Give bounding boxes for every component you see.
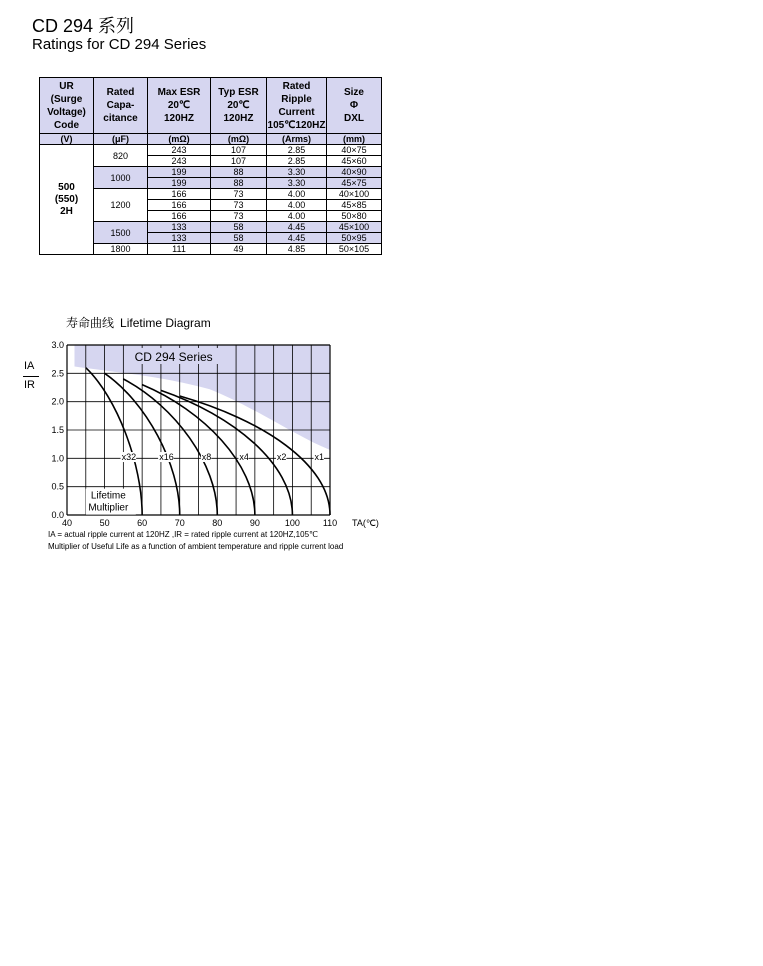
value-cell: 40×75	[327, 145, 382, 156]
value-cell: 4.85	[267, 244, 327, 255]
value-cell: 45×85	[327, 200, 382, 211]
note-multiplier: Multiplier of Useful Life as a function of ambient temperature and ripple current load	[48, 542, 344, 551]
value-cell: 50×80	[327, 211, 382, 222]
value-cell: 111	[148, 244, 211, 255]
value-cell: 40×90	[327, 167, 382, 178]
unit-cell: (Arms)	[267, 134, 327, 145]
table-row	[40, 145, 382, 156]
x-tick-label: 50	[99, 518, 110, 528]
header-line: (Surge	[50, 93, 83, 105]
value-cell: 45×75	[327, 178, 382, 189]
unit-cell: (μF)	[94, 134, 148, 145]
value-cell: 45×100	[327, 222, 382, 233]
header-line: Current	[278, 106, 315, 118]
x-tick-label: 110	[322, 518, 338, 528]
header-line: 20℃	[227, 100, 250, 111]
lifetime-chart	[0, 300, 420, 540]
value-cell: 88	[211, 178, 267, 189]
y-tick-label: 1.0	[51, 453, 64, 464]
capacitance-cell: 1500	[94, 222, 148, 244]
voltage-cell	[40, 145, 94, 255]
column-header	[40, 78, 94, 134]
y-tick-label: 2.0	[51, 396, 64, 407]
column-header	[327, 78, 382, 134]
value-cell: 3.30	[267, 178, 327, 189]
ratio-top: IA	[24, 360, 35, 372]
y-tick-label: 1.5	[51, 425, 64, 435]
value-cell: 73	[211, 189, 267, 200]
header-line: citance	[103, 113, 138, 124]
value-cell: 2.85	[267, 145, 327, 156]
x-tick-label: 70	[174, 518, 185, 528]
x-tick-label: 90	[249, 518, 260, 528]
x-tick-label: 40	[61, 518, 73, 528]
value-cell: 49	[211, 244, 267, 255]
table-body	[40, 145, 382, 255]
unit-row	[40, 134, 382, 145]
capacitance-cell: 1200	[94, 189, 148, 222]
curve-label-x2: x2	[276, 452, 287, 463]
diagram-title-cn: 寿命曲线	[66, 316, 115, 330]
value-cell: 166	[148, 189, 211, 200]
column-header	[148, 78, 211, 134]
header-line: 105℃120HZ	[267, 119, 326, 131]
x-tick-label: 100	[284, 518, 300, 528]
header-line: 120HZ	[223, 113, 254, 124]
lifetime-label-2: Multiplier	[88, 502, 129, 514]
title-english: Ratings for CD 294 Series	[32, 36, 207, 53]
value-cell: 166	[148, 200, 211, 211]
capacitance-cell: 1000	[94, 167, 148, 189]
value-cell: 107	[211, 145, 267, 156]
value-cell: 40×100	[327, 189, 382, 200]
value-cell: 73	[211, 200, 267, 211]
x-tick-label: 80	[212, 518, 223, 528]
y-tick-label: 2.5	[51, 368, 64, 379]
header-line: 20℃	[167, 100, 191, 111]
capacitance-cell: 820	[94, 145, 148, 167]
header-line: Φ	[349, 100, 359, 111]
curve-label-x4: x4	[239, 452, 249, 463]
value-cell: 199	[148, 178, 211, 189]
header-line: DXL	[344, 113, 364, 124]
voltage-line: (550)	[54, 193, 79, 205]
y-tick-label: 0.0	[51, 510, 64, 520]
value-cell: 4.45	[267, 233, 327, 244]
value-cell: 88	[211, 167, 267, 178]
y-tick-label: 0.5	[51, 481, 64, 492]
value-cell: 2.85	[267, 156, 327, 167]
ratio-bottom: IR	[24, 379, 35, 391]
note-ripple-definition: IA = actual ripple current at 120HZ ,IR = rated ripple current at 120HZ,105℃	[48, 530, 319, 539]
value-cell: 199	[148, 167, 211, 178]
header-line: Rated	[106, 87, 135, 98]
value-cell: 58	[211, 222, 267, 233]
value-cell: 58	[211, 233, 267, 244]
y-tick-label: 3.0	[51, 340, 64, 350]
column-header	[267, 78, 327, 134]
title-chinese: CD 294 系列	[32, 16, 135, 36]
header-line: Capa-	[106, 100, 135, 111]
value-cell: 50×105	[327, 244, 382, 255]
voltage-line: 2H	[60, 205, 73, 217]
value-cell: 45×60	[327, 156, 382, 167]
curve-label-x1: x1	[314, 452, 324, 463]
value-cell: 243	[148, 145, 211, 156]
curve-label-x32: x32	[121, 452, 137, 463]
ratings-table	[39, 77, 382, 255]
value-cell: 166	[148, 211, 211, 222]
unit-cell: (mm)	[327, 134, 382, 145]
diagram-title-en: Lifetime Diagram	[120, 316, 211, 330]
value-cell: 3.30	[267, 167, 327, 178]
curve-label-x16: x16	[159, 452, 174, 463]
value-cell: 107	[211, 156, 267, 167]
value-cell: 4.00	[267, 211, 327, 222]
x-axis-label: TA(℃)	[352, 518, 379, 528]
header-line: Rated	[282, 80, 311, 92]
unit-cell: (mΩ)	[148, 134, 211, 145]
capacitance-cell: 1800	[94, 244, 148, 255]
header-line: 120HZ	[163, 113, 194, 124]
header-line: UR	[59, 80, 74, 92]
header-line: Code	[54, 119, 79, 131]
value-cell: 4.45	[267, 222, 327, 233]
value-cell: 243	[148, 156, 211, 167]
value-cell: 50×95	[327, 233, 382, 244]
unit-cell: (mΩ)	[211, 134, 267, 145]
curve-label-x8: x8	[201, 452, 212, 463]
voltage-line: 500	[58, 181, 75, 193]
value-cell: 133	[148, 222, 211, 233]
x-tick-label: 60	[137, 518, 148, 528]
value-cell: 4.00	[267, 189, 327, 200]
header-line: Max ESR	[157, 87, 201, 98]
header-line: Ripple	[281, 93, 312, 105]
value-cell: 4.00	[267, 200, 327, 211]
lifetime-label-1: Lifetime	[90, 490, 126, 502]
header-line: Voltage)	[47, 106, 86, 118]
header-line: Typ ESR	[218, 87, 259, 98]
series-label: CD 294 Series	[134, 350, 213, 364]
value-cell: 133	[148, 233, 211, 244]
header-row	[40, 78, 382, 134]
column-header	[211, 78, 267, 134]
unit-cell: (V)	[40, 134, 94, 145]
column-header	[94, 78, 148, 134]
value-cell: 73	[211, 211, 267, 222]
header-line: Size	[343, 87, 364, 98]
